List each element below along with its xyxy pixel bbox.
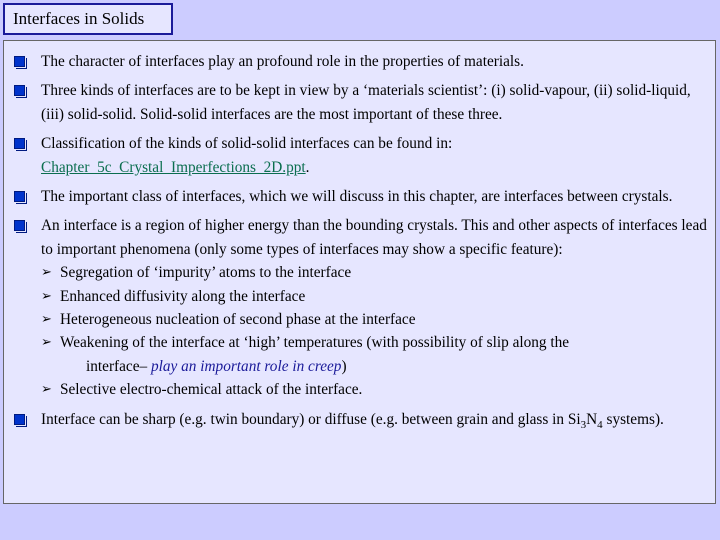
sub-bullet-text: Segregation of ‘impurity’ atoms to the interface (60, 264, 352, 282)
arrow-bullet-icon: ➢ (41, 265, 52, 281)
subscript: 3 (580, 418, 587, 431)
square-bullet-icon (14, 414, 25, 425)
bullet-text: The important class of interfaces, which we will discuss in this chapter, are interfaces between crystals. (41, 188, 673, 206)
sub-bullet-item (41, 285, 711, 308)
square-bullet-icon (14, 138, 25, 149)
continuation-end: ) (341, 357, 347, 375)
bullet-text: Classification of the kinds of solid-solid interfaces can be found in: (41, 135, 453, 153)
subscript: 4 (597, 418, 603, 431)
bullet-text-end: . (305, 158, 310, 176)
bullet-list (4, 50, 717, 437)
bullet-item (4, 50, 717, 73)
formula-text: N (586, 410, 598, 428)
sub-bullet-text: Enhanced diffusivity along the interface (60, 287, 306, 305)
sub-bullet-text: Selective electro-chemical attack of the interface. (60, 381, 363, 399)
arrow-bullet-icon: ➢ (41, 335, 52, 351)
sub-bullet-text: Weakening of the interface at ‘high’ temperatures (with possibility of slip along the (60, 334, 570, 352)
ppt-link[interactable]: Chapter_5c_Crystal_Imperfections_2D.ppt (41, 158, 306, 176)
sub-bullet-continuation (41, 355, 711, 378)
sub-bullet-item (41, 308, 711, 331)
bullet-text-end: systems). (602, 410, 664, 428)
continuation-text: interface– (86, 357, 151, 375)
emphasis-text: play an important role in creep (150, 357, 342, 375)
slide-title: Interfaces in Solids (3, 3, 173, 35)
bullet-item (4, 132, 717, 179)
bullet-item (4, 408, 717, 431)
sub-bullet-item (41, 261, 711, 284)
sub-bullet-item (41, 378, 711, 401)
sub-bullet-item (41, 331, 711, 354)
bullet-item (4, 79, 717, 126)
bullet-text: Interface can be sharp (e.g. twin boundary) or diffuse (e.g. between grain and glass in Si (41, 410, 581, 428)
sub-bullet-text: Heterogeneous nucleation of second phase at the interface (60, 311, 416, 329)
bullet-text: An interface is a region of higher energy than the bounding crystals. This and other aspects of interfaces lead to important phenomena (only some types of interfaces may show a specific feature): (41, 217, 707, 258)
square-bullet-icon (14, 220, 25, 231)
bullet-item (4, 214, 717, 401)
bullet-text: Three kinds of interfaces are to be kept in view by a ‘materials scientist’: (i) solid-vapour, (ii) solid-liquid, (iii) solid-solid. Solid-solid interfaces are the most important of these three. (41, 82, 691, 123)
square-bullet-icon (14, 85, 25, 96)
arrow-bullet-icon: ➢ (41, 288, 52, 304)
square-bullet-icon (14, 56, 25, 67)
arrow-bullet-icon: ➢ (41, 312, 52, 328)
bullet-item (4, 185, 717, 208)
content-panel (3, 40, 716, 504)
bullet-text: The character of interfaces play an profound role in the properties of materials. (41, 53, 524, 70)
arrow-bullet-icon: ➢ (41, 382, 52, 398)
square-bullet-icon (14, 191, 25, 202)
